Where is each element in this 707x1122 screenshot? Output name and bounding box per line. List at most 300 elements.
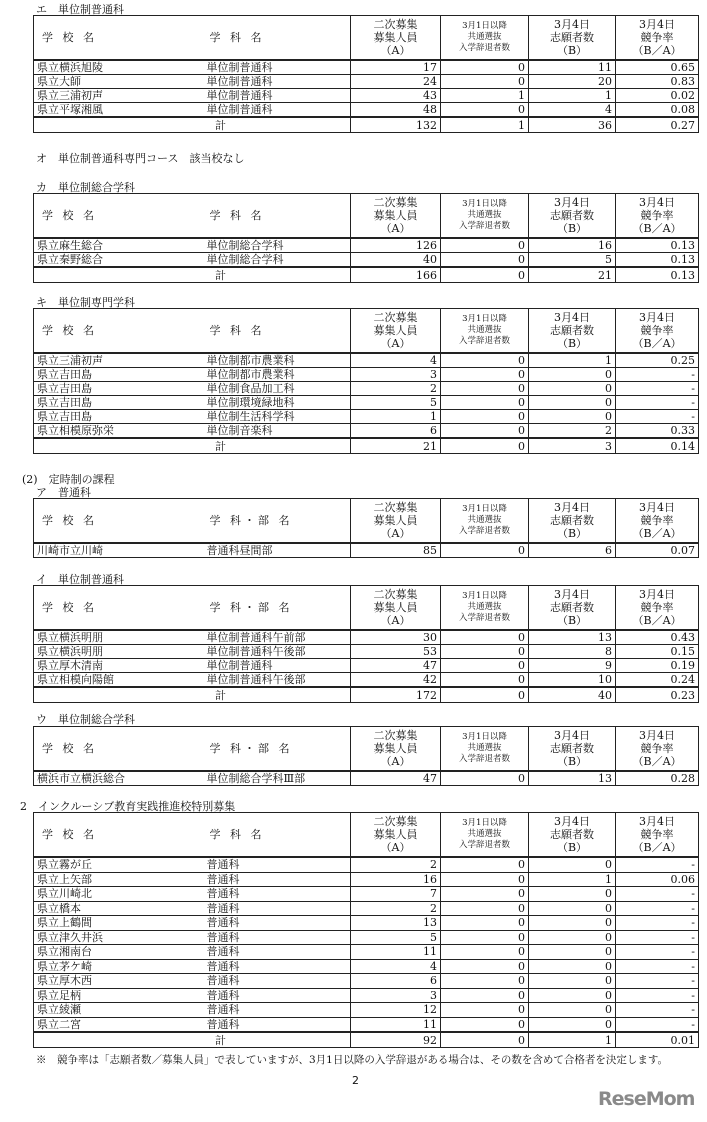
applicants-header: 3月4日 志願者数 （B） — [529, 499, 616, 544]
applicants: 0 — [529, 382, 616, 396]
applicants: 0 — [529, 916, 616, 931]
total-capacity: 21 — [351, 438, 441, 454]
dept-name: 単位制普通科 — [204, 103, 351, 118]
section-title: 2 インクルーシブ教育実践推進校特別募集 — [20, 800, 236, 813]
ratio: - — [616, 887, 699, 902]
dept-header: 学 科・部 名 — [204, 499, 351, 544]
dept-header: 学 科 名 — [204, 309, 351, 354]
applicants: 0 — [529, 930, 616, 945]
dept-name: 普通科 — [204, 959, 351, 974]
ratio-header: 3月4日 競争率 （B／A） — [616, 499, 699, 544]
capacity: 30 — [351, 630, 441, 645]
table-row — [34, 887, 699, 902]
total-label: 計 — [34, 438, 351, 454]
applicants: 0 — [529, 1017, 616, 1032]
capacity: 5 — [351, 396, 441, 410]
dept-name: 単位制総合学科 — [204, 238, 351, 253]
section-title: ア 普通科 — [36, 486, 91, 499]
capacity-header: 二次募集 募集人員 （A） — [351, 499, 441, 544]
table-row — [34, 353, 699, 368]
withdrawal-header: 3月1日以降 共通選抜 入学辞退者数 — [441, 727, 529, 772]
withdrawals: 0 — [441, 353, 529, 368]
ratio: - — [616, 959, 699, 974]
dept-name: 単位制総合学科Ⅲ部 — [204, 771, 351, 786]
applicants: 5 — [529, 253, 616, 268]
dept-name: 普通科 — [204, 916, 351, 931]
withdrawals: 0 — [441, 238, 529, 253]
applicants-header: 3月4日 志願者数 （B） — [529, 586, 616, 631]
table-row — [34, 75, 699, 89]
withdrawals: 0 — [441, 424, 529, 439]
table-row — [34, 930, 699, 945]
dept-header: 学 科 名 — [204, 194, 351, 239]
ratio: 0.28 — [616, 771, 699, 786]
withdrawals: 0 — [441, 872, 529, 887]
capacity: 4 — [351, 353, 441, 368]
school-name: 県立上矢部 — [34, 872, 204, 887]
total-ratio: 0.01 — [616, 1032, 699, 1048]
total-applicants: 1 — [529, 1032, 616, 1048]
dept-name: 単位制総合学科 — [204, 253, 351, 268]
applicants: 6 — [529, 543, 616, 558]
school-name: 県立平塚湘風 — [34, 103, 204, 118]
school-header: 学 校 名 — [34, 16, 204, 61]
results-table — [33, 585, 699, 703]
table-row — [34, 382, 699, 396]
total-ratio: 0.27 — [616, 117, 699, 133]
withdrawals: 0 — [441, 988, 529, 1003]
capacity: 6 — [351, 424, 441, 439]
results-table — [33, 812, 699, 1048]
withdrawals: 0 — [441, 974, 529, 989]
school-header: 学 校 名 — [34, 499, 204, 544]
school-name: 県立吉田島 — [34, 396, 204, 410]
applicants: 4 — [529, 103, 616, 118]
table-row — [34, 857, 699, 872]
dept-name: 普通科 — [204, 945, 351, 960]
section-o-note: オ 単位制普通科専門コース 該当校なし — [36, 152, 245, 165]
dept-name: 普通科 — [204, 887, 351, 902]
ratio: 0.13 — [616, 253, 699, 268]
dept-name: 普通科 — [204, 872, 351, 887]
school-name: 県立湘南台 — [34, 945, 204, 960]
school-name: 県立厚木清南 — [34, 659, 204, 673]
school-header: 学 校 名 — [34, 194, 204, 239]
part-heading: (2) 定時制の課程 — [22, 473, 115, 486]
withdrawals: 0 — [441, 673, 529, 688]
table-row — [34, 424, 699, 439]
capacity: 48 — [351, 103, 441, 118]
applicants-header: 3月4日 志願者数 （B） — [529, 727, 616, 772]
table-row — [34, 368, 699, 382]
results-table — [33, 726, 699, 786]
withdrawals: 0 — [441, 543, 529, 558]
results-table — [33, 193, 699, 283]
table-row — [34, 89, 699, 103]
withdrawals: 0 — [441, 60, 529, 75]
school-name: 県立上鶴間 — [34, 916, 204, 931]
dept-name: 単位制生活科学科 — [204, 410, 351, 424]
table-row — [34, 974, 699, 989]
capacity: 47 — [351, 771, 441, 786]
dept-name: 普通科 — [204, 901, 351, 916]
capacity: 85 — [351, 543, 441, 558]
applicants: 0 — [529, 857, 616, 872]
applicants: 0 — [529, 974, 616, 989]
ratio: - — [616, 988, 699, 1003]
table-row — [34, 1003, 699, 1018]
school-name: 県立厚木西 — [34, 974, 204, 989]
school-name: 横浜市立横浜総合 — [34, 771, 204, 786]
school-name: 県立霧が丘 — [34, 857, 204, 872]
total-withdrawals: 0 — [441, 438, 529, 454]
ratio: 0.07 — [616, 543, 699, 558]
capacity: 24 — [351, 75, 441, 89]
total-ratio: 0.13 — [616, 267, 699, 283]
school-header: 学 校 名 — [34, 309, 204, 354]
applicants: 11 — [529, 60, 616, 75]
withdrawals: 0 — [441, 368, 529, 382]
ratio: 0.65 — [616, 60, 699, 75]
applicants: 16 — [529, 238, 616, 253]
ratio: 0.33 — [616, 424, 699, 439]
school-name: 県立吉田島 — [34, 410, 204, 424]
table-row — [34, 238, 699, 253]
table-row — [34, 396, 699, 410]
withdrawals: 0 — [441, 253, 529, 268]
school-header: 学 校 名 — [34, 813, 204, 858]
total-withdrawals: 0 — [441, 687, 529, 703]
ratio: - — [616, 916, 699, 931]
table-row — [34, 901, 699, 916]
applicants: 20 — [529, 75, 616, 89]
withdrawals: 0 — [441, 75, 529, 89]
ratio: - — [616, 1017, 699, 1032]
withdrawals: 0 — [441, 1017, 529, 1032]
capacity: 17 — [351, 60, 441, 75]
withdrawal-header: 3月1日以降 共通選抜 入学辞退者数 — [441, 499, 529, 544]
total-applicants: 36 — [529, 117, 616, 133]
table-row — [34, 1017, 699, 1032]
school-name: 県立秦野総合 — [34, 253, 204, 268]
withdrawals: 0 — [441, 887, 529, 902]
withdrawal-header: 3月1日以降 共通選抜 入学辞退者数 — [441, 586, 529, 631]
school-name: 県立足柄 — [34, 988, 204, 1003]
capacity: 42 — [351, 673, 441, 688]
section-title: エ 単位制普通科 — [36, 3, 124, 16]
ratio: - — [616, 901, 699, 916]
ratio: 0.19 — [616, 659, 699, 673]
school-name: 県立三浦初声 — [34, 89, 204, 103]
ratio: 0.25 — [616, 353, 699, 368]
resemom-logo: ReseMom — [598, 1088, 695, 1110]
applicants: 0 — [529, 396, 616, 410]
withdrawals: 0 — [441, 1003, 529, 1018]
table-row — [34, 673, 699, 688]
dept-name: 普通科 — [204, 930, 351, 945]
capacity: 2 — [351, 857, 441, 872]
dept-name: 単位制環境緑地科 — [204, 396, 351, 410]
dept-header: 学 科・部 名 — [204, 586, 351, 631]
ratio: - — [616, 396, 699, 410]
applicants: 8 — [529, 645, 616, 659]
applicants: 0 — [529, 368, 616, 382]
dept-name: 普通科 — [204, 988, 351, 1003]
dept-name: 普通科 — [204, 1003, 351, 1018]
ratio: 0.83 — [616, 75, 699, 89]
withdrawals: 1 — [441, 89, 529, 103]
school-name: 県立川崎北 — [34, 887, 204, 902]
results-table — [33, 498, 699, 558]
withdrawals: 0 — [441, 771, 529, 786]
withdrawal-header: 3月1日以降 共通選抜 入学辞退者数 — [441, 309, 529, 354]
section-title: キ 単位制専門学科 — [36, 296, 135, 309]
ratio: 0.08 — [616, 103, 699, 118]
table-row — [34, 103, 699, 118]
withdrawals: 0 — [441, 630, 529, 645]
ratio-header: 3月4日 競争率 （B／A） — [616, 16, 699, 61]
withdrawal-header: 3月1日以降 共通選抜 入学辞退者数 — [441, 194, 529, 239]
ratio: - — [616, 410, 699, 424]
applicants: 0 — [529, 901, 616, 916]
dept-name: 単位制音楽科 — [204, 424, 351, 439]
total-label: 計 — [34, 117, 351, 133]
dept-name: 普通科 — [204, 857, 351, 872]
table-row — [34, 630, 699, 645]
withdrawals: 0 — [441, 645, 529, 659]
ratio: - — [616, 1003, 699, 1018]
applicants: 1 — [529, 353, 616, 368]
ratio: 0.02 — [616, 89, 699, 103]
dept-name: 単位制普通科 — [204, 60, 351, 75]
capacity: 7 — [351, 887, 441, 902]
dept-name: 単位制都市農業科 — [204, 368, 351, 382]
dept-name: 単位制普通科午後部 — [204, 645, 351, 659]
ratio: - — [616, 974, 699, 989]
ratio: 0.15 — [616, 645, 699, 659]
withdrawals: 0 — [441, 959, 529, 974]
dept-name: 単位制普通科 — [204, 89, 351, 103]
applicants: 9 — [529, 659, 616, 673]
applicants: 13 — [529, 771, 616, 786]
ratio: 0.43 — [616, 630, 699, 645]
total-row — [34, 687, 699, 703]
school-name: 県立横浜明朋 — [34, 645, 204, 659]
ratio: 0.06 — [616, 872, 699, 887]
section-title: ウ 単位制総合学科 — [36, 713, 135, 726]
capacity: 53 — [351, 645, 441, 659]
dept-header: 学 科・部 名 — [204, 727, 351, 772]
table-row — [34, 253, 699, 268]
total-row — [34, 438, 699, 454]
capacity: 11 — [351, 1017, 441, 1032]
table-row — [34, 872, 699, 887]
section-title: イ 単位制普通科 — [36, 573, 124, 586]
withdrawals: 0 — [441, 901, 529, 916]
capacity: 2 — [351, 382, 441, 396]
applicants: 0 — [529, 988, 616, 1003]
capacity: 43 — [351, 89, 441, 103]
withdrawal-header: 3月1日以降 共通選抜 入学辞退者数 — [441, 813, 529, 858]
ratio: - — [616, 368, 699, 382]
withdrawals: 0 — [441, 945, 529, 960]
capacity: 6 — [351, 974, 441, 989]
school-name: 県立二宮 — [34, 1017, 204, 1032]
page-number: 2 — [352, 1074, 359, 1087]
school-name: 県立吉田島 — [34, 368, 204, 382]
applicants: 0 — [529, 959, 616, 974]
table-row — [34, 410, 699, 424]
ratio: - — [616, 930, 699, 945]
ratio-header: 3月4日 競争率 （B／A） — [616, 813, 699, 858]
withdrawals: 0 — [441, 659, 529, 673]
ratio-header: 3月4日 競争率 （B／A） — [616, 309, 699, 354]
school-name: 県立相模原弥栄 — [34, 424, 204, 439]
applicants: 1 — [529, 89, 616, 103]
ratio: 0.24 — [616, 673, 699, 688]
capacity: 12 — [351, 1003, 441, 1018]
withdrawals: 0 — [441, 103, 529, 118]
total-row — [34, 1032, 699, 1048]
applicants: 0 — [529, 945, 616, 960]
results-table — [33, 308, 699, 454]
table-row — [34, 945, 699, 960]
total-label: 計 — [34, 687, 351, 703]
total-withdrawals: 0 — [441, 1032, 529, 1048]
results-table — [33, 15, 699, 133]
table-row — [34, 771, 699, 786]
capacity: 47 — [351, 659, 441, 673]
table-row — [34, 60, 699, 75]
dept-name: 普通科 — [204, 974, 351, 989]
applicants: 10 — [529, 673, 616, 688]
school-name: 県立横浜明朋 — [34, 630, 204, 645]
capacity-header: 二次募集 募集人員 （A） — [351, 586, 441, 631]
dept-name: 単位制普通科午前部 — [204, 630, 351, 645]
school-name: 川崎市立川崎 — [34, 543, 204, 558]
withdrawals: 0 — [441, 930, 529, 945]
capacity-header: 二次募集 募集人員 （A） — [351, 309, 441, 354]
school-name: 県立綾瀬 — [34, 1003, 204, 1018]
dept-header: 学 科 名 — [204, 813, 351, 858]
dept-header: 学 科 名 — [204, 16, 351, 61]
withdrawals: 0 — [441, 916, 529, 931]
school-name: 県立三浦初声 — [34, 353, 204, 368]
total-withdrawals: 0 — [441, 267, 529, 283]
withdrawals: 0 — [441, 396, 529, 410]
capacity: 11 — [351, 945, 441, 960]
total-label: 計 — [34, 1032, 351, 1048]
table-row — [34, 659, 699, 673]
applicants-header: 3月4日 志願者数 （B） — [529, 194, 616, 239]
capacity-header: 二次募集 募集人員 （A） — [351, 813, 441, 858]
applicants: 13 — [529, 630, 616, 645]
dept-name: 単位制普通科 — [204, 659, 351, 673]
applicants-header: 3月4日 志願者数 （B） — [529, 16, 616, 61]
capacity: 3 — [351, 988, 441, 1003]
dept-name: 単位制普通科午後部 — [204, 673, 351, 688]
footnote: ※ 競争率は「志願者数／募集人員」で表していますが、3月1日以降の入学辞退がある場合は、その数を含めて合格者を決定します。 — [36, 1054, 669, 1066]
capacity-header: 二次募集 募集人員 （A） — [351, 727, 441, 772]
total-capacity: 132 — [351, 117, 441, 133]
school-name: 県立茅ケ崎 — [34, 959, 204, 974]
ratio-header: 3月4日 競争率 （B／A） — [616, 194, 699, 239]
applicants: 0 — [529, 1003, 616, 1018]
total-row — [34, 117, 699, 133]
withdrawals: 0 — [441, 857, 529, 872]
applicants: 0 — [529, 887, 616, 902]
dept-name: 普通科 — [204, 1017, 351, 1032]
total-label: 計 — [34, 267, 351, 283]
applicants-header: 3月4日 志願者数 （B） — [529, 309, 616, 354]
withdrawals: 0 — [441, 410, 529, 424]
ratio: - — [616, 945, 699, 960]
school-name: 県立吉田島 — [34, 382, 204, 396]
ratio: - — [616, 382, 699, 396]
total-capacity: 166 — [351, 267, 441, 283]
dept-name: 単位制都市農業科 — [204, 353, 351, 368]
capacity: 3 — [351, 368, 441, 382]
withdrawal-header: 3月1日以降 共通選抜 入学辞退者数 — [441, 16, 529, 61]
dept-name: 単位制普通科 — [204, 75, 351, 89]
school-name: 県立横浜旭陵 — [34, 60, 204, 75]
total-row — [34, 267, 699, 283]
ratio-header: 3月4日 競争率 （B／A） — [616, 727, 699, 772]
school-name: 県立橋本 — [34, 901, 204, 916]
capacity: 1 — [351, 410, 441, 424]
section-title: カ 単位制総合学科 — [36, 181, 135, 194]
dept-name: 単位制食品加工科 — [204, 382, 351, 396]
ratio: 0.13 — [616, 238, 699, 253]
withdrawals: 0 — [441, 382, 529, 396]
capacity: 4 — [351, 959, 441, 974]
ratio-header: 3月4日 競争率 （B／A） — [616, 586, 699, 631]
dept-name: 普通科昼間部 — [204, 543, 351, 558]
capacity: 2 — [351, 901, 441, 916]
total-applicants: 21 — [529, 267, 616, 283]
capacity-header: 二次募集 募集人員 （A） — [351, 194, 441, 239]
applicants: 0 — [529, 410, 616, 424]
school-name: 県立大師 — [34, 75, 204, 89]
applicants: 1 — [529, 872, 616, 887]
total-applicants: 40 — [529, 687, 616, 703]
table-row — [34, 959, 699, 974]
school-header: 学 校 名 — [34, 727, 204, 772]
total-capacity: 92 — [351, 1032, 441, 1048]
capacity: 40 — [351, 253, 441, 268]
table-row — [34, 543, 699, 558]
total-applicants: 3 — [529, 438, 616, 454]
total-withdrawals: 1 — [441, 117, 529, 133]
total-ratio: 0.14 — [616, 438, 699, 454]
applicants: 2 — [529, 424, 616, 439]
applicants-header: 3月4日 志願者数 （B） — [529, 813, 616, 858]
school-header: 学 校 名 — [34, 586, 204, 631]
table-row — [34, 916, 699, 931]
capacity: 5 — [351, 930, 441, 945]
table-row — [34, 988, 699, 1003]
school-name: 県立麻生総合 — [34, 238, 204, 253]
table-row — [34, 645, 699, 659]
capacity: 126 — [351, 238, 441, 253]
school-name: 県立相模向陽館 — [34, 673, 204, 688]
total-ratio: 0.23 — [616, 687, 699, 703]
capacity: 16 — [351, 872, 441, 887]
school-name: 県立津久井浜 — [34, 930, 204, 945]
ratio: - — [616, 857, 699, 872]
total-capacity: 172 — [351, 687, 441, 703]
capacity: 13 — [351, 916, 441, 931]
